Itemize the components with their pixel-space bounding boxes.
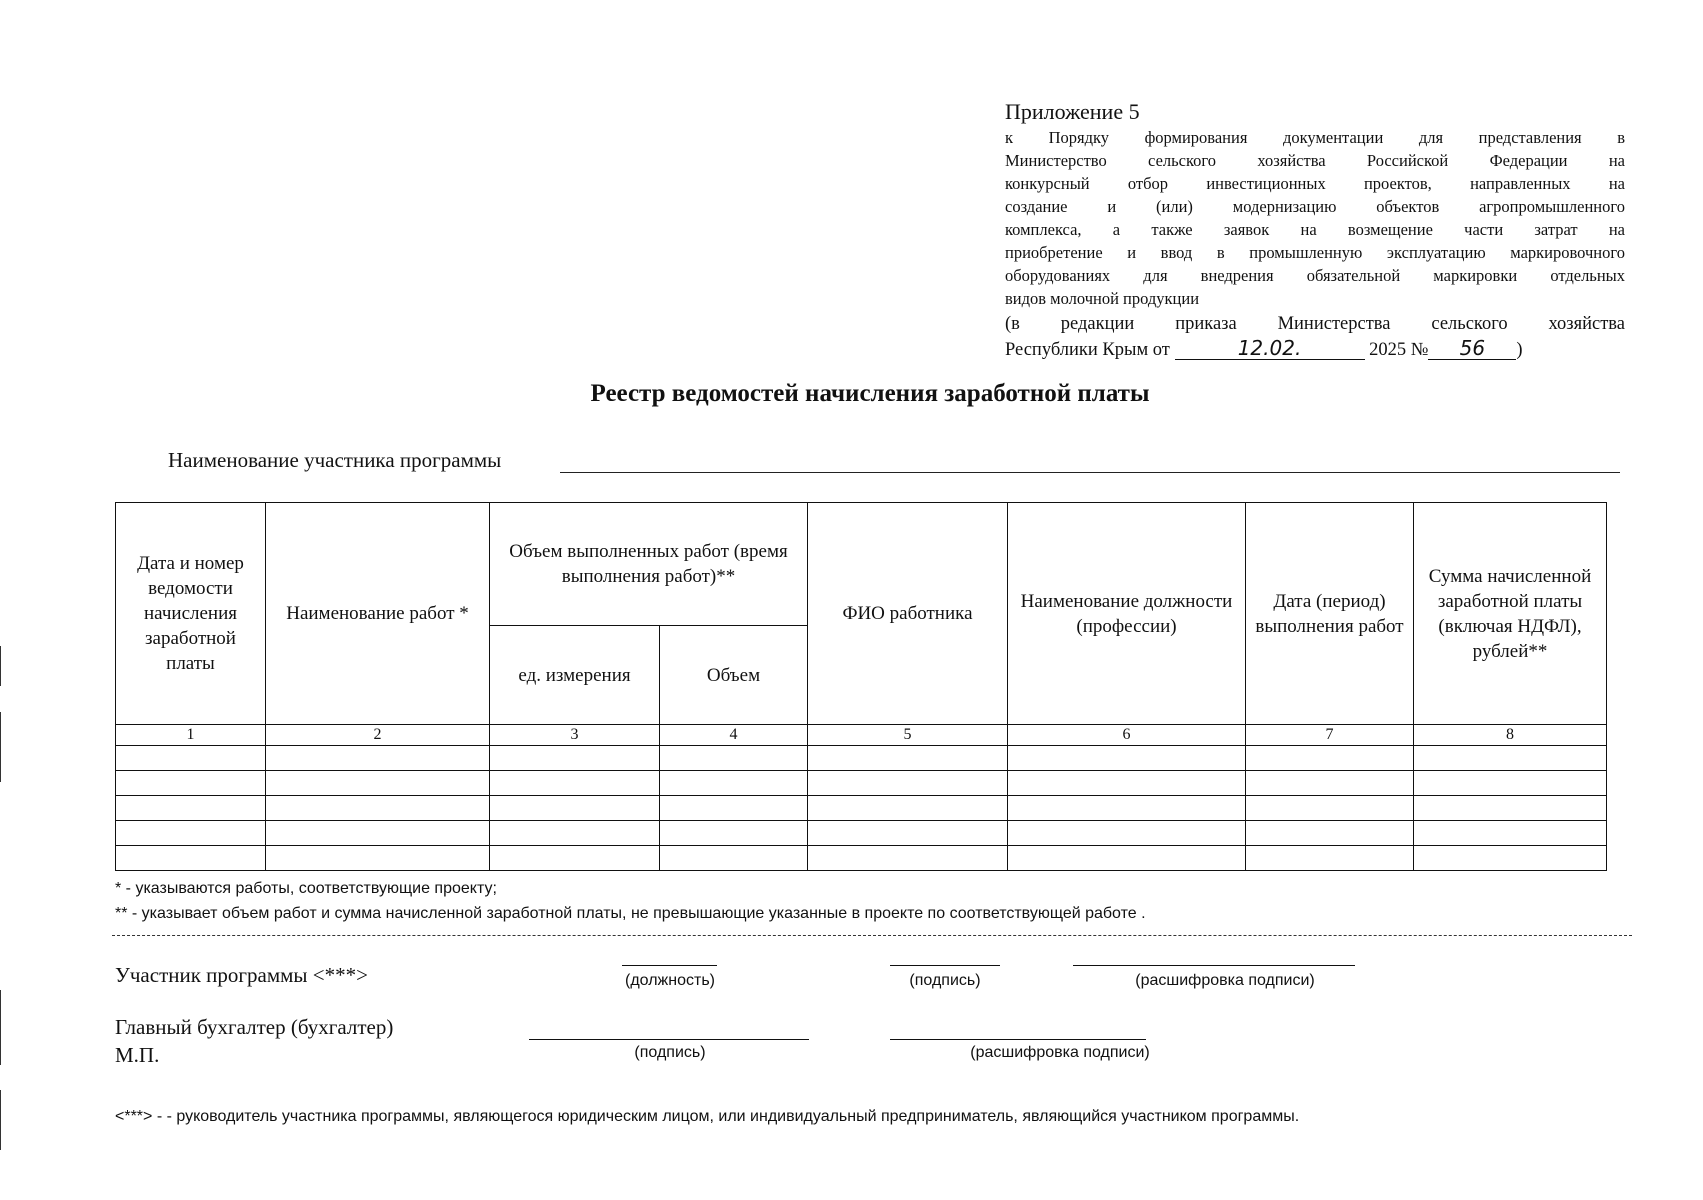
- appendix-title: Приложение 5: [1005, 99, 1140, 124]
- table-cell[interactable]: [660, 746, 808, 771]
- table-cell[interactable]: [1246, 821, 1414, 846]
- table-cell[interactable]: [660, 846, 808, 871]
- table-cell[interactable]: [660, 771, 808, 796]
- scan-mark: [0, 990, 1, 1065]
- header-work-volume: Объем выполненных работ (время выполнения работ)**: [490, 503, 808, 626]
- order-number: 56: [1428, 337, 1516, 360]
- column-number: 4: [660, 725, 808, 746]
- appendix-line-7: оборудованиях для внедрения обязательной маркировки отдельных: [1005, 266, 1625, 285]
- appendix-line-3: конкурсный отбор инвестиционных проектов, направленных на: [1005, 174, 1625, 193]
- column-number: 8: [1414, 725, 1607, 746]
- table-cell[interactable]: [490, 771, 660, 796]
- table-cell[interactable]: [660, 821, 808, 846]
- stamp-place-label: М.П.: [115, 1043, 160, 1067]
- table-cell[interactable]: [1008, 771, 1246, 796]
- table-cell[interactable]: [490, 846, 660, 871]
- table-cell[interactable]: [266, 821, 490, 846]
- position-field[interactable]: [622, 965, 717, 966]
- table-cell[interactable]: [1414, 771, 1607, 796]
- order-year: 2025 №: [1369, 340, 1429, 360]
- accountant-decode-field[interactable]: [890, 1039, 1146, 1040]
- participant-signature-label: Участник программы <***>: [115, 963, 368, 987]
- order-close: ): [1516, 340, 1523, 360]
- scan-mark: [0, 1090, 1, 1150]
- appendix-line-8: видов молочной продукции: [1005, 289, 1200, 308]
- table-cell[interactable]: [116, 796, 266, 821]
- table-cell[interactable]: [116, 771, 266, 796]
- footnote-2: ** - указывает объем работ и сумма начисленной заработной платы, не превышающие указанные в проекте по соответствующей работе .: [115, 905, 1146, 922]
- table-row: [116, 846, 1607, 871]
- table-cell[interactable]: [808, 771, 1008, 796]
- header-volume: Объем: [660, 626, 808, 725]
- position-caption: (должность): [625, 972, 715, 989]
- accountant-signature-caption: (подпись): [634, 1044, 706, 1061]
- table-cell[interactable]: [808, 846, 1008, 871]
- order-date: 12.02.: [1175, 337, 1365, 360]
- header-salary-sum: Сумма начисленной заработной платы (включая НДФЛ), рублей**: [1414, 503, 1607, 725]
- table-cell[interactable]: [808, 796, 1008, 821]
- column-number: 5: [808, 725, 1008, 746]
- table-cell[interactable]: [266, 771, 490, 796]
- table-cell[interactable]: [116, 846, 266, 871]
- participant-name-label: Наименование участника программы: [168, 448, 502, 472]
- signature-decode-caption: (расшифровка подписи): [1135, 972, 1315, 989]
- accountant-signature-field[interactable]: [529, 1039, 809, 1040]
- table-cell[interactable]: [266, 846, 490, 871]
- header-employee-name: ФИО работника: [808, 503, 1008, 725]
- table-row: [116, 746, 1607, 771]
- table-cell[interactable]: [490, 746, 660, 771]
- header-work-name: Наименование работ *: [266, 503, 490, 725]
- header-statement-date-number: Дата и номер ведомости начисления заработной платы: [116, 503, 266, 725]
- column-number: 3: [490, 725, 660, 746]
- order-prefix: Республики Крым от: [1005, 340, 1170, 360]
- table-cell[interactable]: [1246, 796, 1414, 821]
- table-cell[interactable]: [1414, 796, 1607, 821]
- table-cell[interactable]: [266, 796, 490, 821]
- table-cell[interactable]: [1008, 846, 1246, 871]
- signature-caption: (подпись): [909, 972, 981, 989]
- appendix-block: [1005, 98, 1625, 363]
- appendix-line-2: Министерство сельского хозяйства Российской Федерации на: [1005, 151, 1625, 170]
- table-cell[interactable]: [1246, 771, 1414, 796]
- header-unit: ед. измерения: [490, 626, 660, 725]
- registry-table: [115, 502, 1607, 871]
- table-row: [116, 796, 1607, 821]
- signature-field[interactable]: [890, 965, 1000, 966]
- column-number: 2: [266, 725, 490, 746]
- table-cell[interactable]: [490, 821, 660, 846]
- accountant-signature-label: Главный бухгалтер (бухгалтер): [115, 1015, 394, 1039]
- participant-name-field[interactable]: [560, 472, 1620, 473]
- table-cell[interactable]: [1008, 821, 1246, 846]
- table-cell[interactable]: [1414, 846, 1607, 871]
- header-position: Наименование должности (профессии): [1008, 503, 1246, 725]
- table-cell[interactable]: [1008, 746, 1246, 771]
- table-cell[interactable]: [1246, 846, 1414, 871]
- table-cell[interactable]: [808, 821, 1008, 846]
- bottom-note: <***> - - руководитель участника программы, являющегося юридическим лицом, или индивидуальный предприниматель, являющийся участником программы.: [115, 1108, 1300, 1125]
- column-number: 1: [116, 725, 266, 746]
- table-cell[interactable]: [808, 746, 1008, 771]
- accountant-decode-caption: (расшифровка подписи): [970, 1044, 1150, 1061]
- appendix-line-5: комплекса, а также заявок на возмещение части затрат на: [1005, 220, 1625, 239]
- appendix-line-6: приобретение и ввод в промышленную эксплуатацию маркировочного: [1005, 243, 1625, 262]
- column-number: 6: [1008, 725, 1246, 746]
- header-work-period: Дата (период) выполнения работ: [1246, 503, 1414, 725]
- table-cell[interactable]: [1246, 746, 1414, 771]
- column-number: 7: [1246, 725, 1414, 746]
- signature-decode-field[interactable]: [1073, 965, 1355, 966]
- table-row: [116, 821, 1607, 846]
- edition-line: (в редакции приказа Министерства сельского хозяйства: [1005, 314, 1625, 334]
- table-cell[interactable]: [1008, 796, 1246, 821]
- appendix-line-1: к Порядку формирования документации для представления в: [1005, 128, 1625, 147]
- scan-mark: [0, 646, 1, 686]
- table-cell[interactable]: [1414, 821, 1607, 846]
- order-line: [1005, 337, 1625, 363]
- table-row: [116, 771, 1607, 796]
- table-cell[interactable]: [660, 796, 808, 821]
- table-cell[interactable]: [266, 746, 490, 771]
- appendix-line-4: создание и (или) модернизацию объектов агропромышленного: [1005, 197, 1625, 216]
- table-cell[interactable]: [116, 746, 266, 771]
- footnote-1: * - указываются работы, соответствующие проекту;: [115, 880, 497, 897]
- separator-line: [112, 935, 1632, 936]
- table-cell[interactable]: [1414, 746, 1607, 771]
- document-title: Реестр ведомостей начисления заработной платы: [590, 380, 1150, 407]
- scan-mark: [0, 712, 1, 782]
- table-cell[interactable]: [490, 796, 660, 821]
- table-cell[interactable]: [116, 821, 266, 846]
